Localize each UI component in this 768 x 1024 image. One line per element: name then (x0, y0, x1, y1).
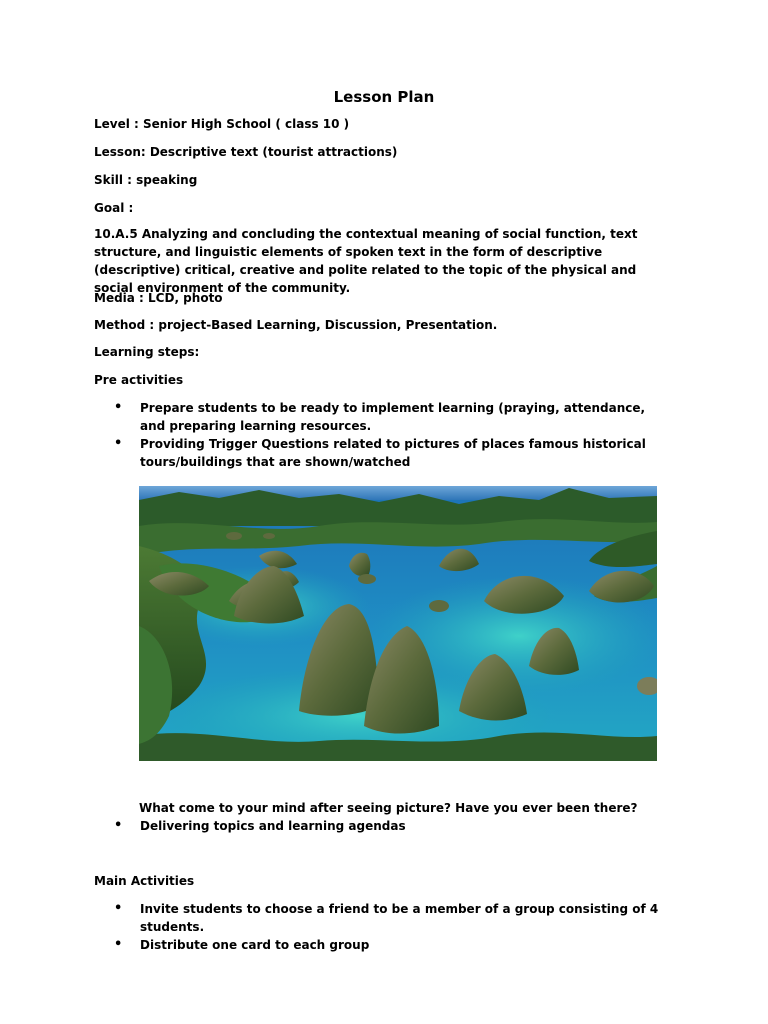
list-item-text: • Prepare students to be ready to implement learning (praying, attendance, and preparing learning resources. (140, 401, 646, 433)
method-line: Method : project-Based Learning, Discussion, Presentation. (94, 318, 498, 332)
learning-steps-heading: Learning steps: (94, 345, 200, 359)
main-activities-heading: Main Activities (94, 874, 195, 888)
level-line: Level : Senior High School ( class 10 ) (94, 117, 350, 131)
skill-line: Skill : speaking (94, 173, 198, 187)
list-item (114, 399, 674, 435)
pre-activities-list-2 (114, 817, 674, 835)
list-item (114, 900, 674, 936)
list-item (114, 435, 674, 471)
list-item (114, 936, 674, 954)
main-activities-list (114, 900, 674, 954)
page-title: Lesson Plan (333, 88, 435, 106)
lesson-line: Lesson: Descriptive text (tourist attractions) (94, 145, 398, 159)
trigger-question: What come to your mind after seeing picture? Have you ever been there? (139, 801, 638, 815)
list-item (114, 817, 674, 835)
pre-activities-heading: Pre activities (94, 373, 184, 387)
media-line: Media : LCD, photo (94, 291, 223, 305)
pre-activities-list (114, 399, 674, 471)
list-item-text: • Providing Trigger Questions related to pictures of places famous historical tours/buildings that are shown/watched (140, 437, 646, 469)
goal-text: 10.A.5 Analyzing and concluding the contextual meaning of social function, text structure, and linguistic elements of spoken text in the form of descriptive (descriptive) critical, creative and polite related to the topic of the physical and social environment of the community. (94, 227, 638, 295)
list-item-text: • Distribute one card to each group (140, 938, 370, 952)
list-item-text: • Invite students to choose a friend to be a member of a group consisting of 4 students. (140, 902, 659, 934)
tourist-attraction-photo (139, 486, 657, 761)
list-item-text: • Delivering topics and learning agendas (140, 819, 406, 833)
goal-label: Goal : (94, 201, 134, 215)
